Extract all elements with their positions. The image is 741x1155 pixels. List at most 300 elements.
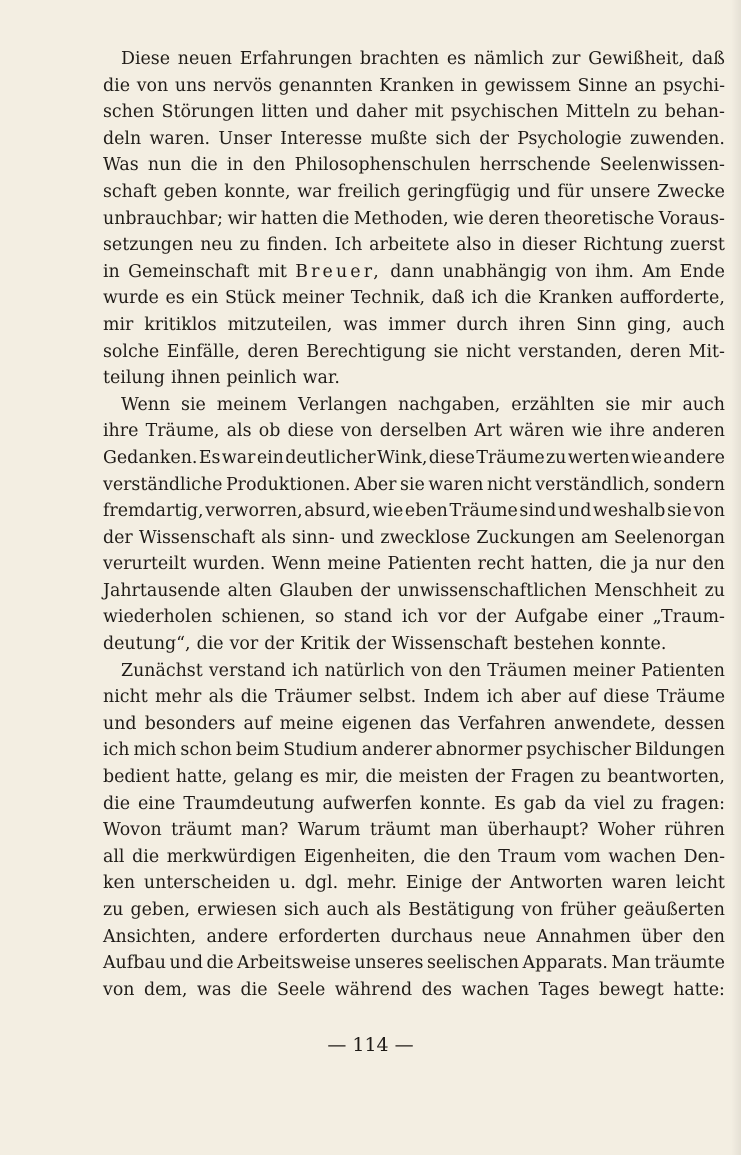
word: seelischen bbox=[427, 953, 519, 974]
word: Bestätigung bbox=[408, 900, 515, 920]
word: daß bbox=[431, 288, 465, 309]
word: sondern bbox=[653, 474, 725, 495]
word: Studium bbox=[283, 740, 358, 761]
word: wären bbox=[509, 421, 565, 442]
word: Woher bbox=[597, 820, 655, 841]
word: deren bbox=[629, 341, 682, 362]
word: mir bbox=[641, 394, 672, 415]
word: zu bbox=[103, 900, 124, 920]
word: und bbox=[340, 527, 375, 548]
word: konnte, bbox=[224, 181, 291, 202]
word: und bbox=[169, 953, 203, 974]
word: kritiklos bbox=[144, 314, 217, 335]
word: hatten, bbox=[530, 554, 594, 575]
text-line bbox=[103, 631, 725, 658]
word: aber bbox=[520, 687, 561, 708]
word: Am bbox=[642, 261, 672, 282]
word: Warum bbox=[297, 820, 361, 841]
word: Traum bbox=[498, 846, 557, 867]
text-line bbox=[103, 737, 725, 764]
word: Sinne bbox=[577, 75, 628, 96]
text-line bbox=[103, 392, 725, 419]
word: geben, bbox=[130, 900, 191, 920]
word: theoretische bbox=[544, 208, 655, 229]
word: unterscheiden bbox=[143, 873, 271, 894]
text-line bbox=[103, 445, 725, 472]
word: es bbox=[299, 767, 319, 788]
word: geäußerten bbox=[623, 900, 725, 920]
word: des bbox=[421, 979, 452, 1000]
word: ken bbox=[103, 873, 136, 894]
word: psychischen bbox=[450, 102, 559, 123]
word: sinn- bbox=[291, 527, 335, 548]
word: ihre bbox=[103, 421, 139, 442]
word: als bbox=[376, 900, 401, 920]
word: Stück bbox=[224, 288, 276, 309]
word: ich bbox=[471, 288, 498, 309]
word: nicht bbox=[103, 687, 148, 708]
word: träumt bbox=[171, 820, 232, 841]
word: Gemeinschaft bbox=[128, 261, 250, 282]
word: schon bbox=[180, 740, 232, 761]
word: gewissem bbox=[484, 75, 571, 96]
word: als bbox=[226, 421, 252, 442]
word: Es bbox=[494, 793, 516, 814]
word: wie bbox=[453, 208, 484, 229]
word: über bbox=[641, 926, 683, 947]
word: deln bbox=[103, 128, 142, 149]
text-line bbox=[103, 950, 725, 977]
word: die bbox=[322, 208, 350, 229]
word: die bbox=[190, 155, 218, 176]
text-line bbox=[103, 472, 725, 499]
word: nachgaben, bbox=[398, 394, 501, 415]
word: an bbox=[634, 75, 656, 96]
word: diese bbox=[287, 421, 334, 442]
word: Technik, bbox=[350, 288, 426, 309]
text-line bbox=[103, 99, 725, 126]
word: und bbox=[103, 713, 137, 734]
word: Zuckungen bbox=[476, 527, 575, 548]
text-line bbox=[103, 897, 725, 924]
word: zu bbox=[546, 447, 567, 468]
word: den bbox=[252, 155, 286, 176]
word: Annahmen bbox=[536, 926, 631, 947]
word: Glauben bbox=[279, 580, 353, 601]
word: Apparats. bbox=[522, 953, 608, 974]
word: zu bbox=[580, 767, 601, 788]
word: von bbox=[555, 261, 587, 282]
word: mehr. bbox=[347, 873, 397, 894]
word: waren. bbox=[149, 128, 211, 149]
word: träumte bbox=[654, 953, 725, 974]
word: Ende bbox=[679, 261, 725, 282]
word: der bbox=[474, 767, 505, 788]
word: neuen bbox=[177, 49, 232, 69]
word: gab bbox=[523, 793, 557, 814]
text-line bbox=[103, 711, 725, 738]
word: wie bbox=[631, 447, 662, 468]
word: nicht bbox=[466, 341, 511, 362]
word: Einige bbox=[405, 873, 463, 894]
word: waren bbox=[428, 474, 484, 495]
word: und bbox=[557, 501, 592, 522]
word: sie bbox=[400, 474, 425, 495]
word: man? bbox=[240, 820, 289, 841]
word: früher bbox=[560, 900, 617, 920]
word: dann bbox=[390, 261, 435, 282]
word: selbst. bbox=[358, 687, 417, 708]
word: zwecklose bbox=[380, 527, 471, 548]
word: was bbox=[196, 979, 232, 1000]
word: besonders bbox=[144, 713, 236, 734]
text-line bbox=[103, 339, 725, 366]
word: Psychologie bbox=[517, 128, 622, 149]
word: ich bbox=[486, 687, 514, 708]
word: wurde bbox=[103, 288, 159, 309]
body-text bbox=[103, 46, 725, 1003]
word: Gedanken. bbox=[103, 447, 198, 468]
paragraph bbox=[103, 658, 725, 1004]
word: Erfahrungen bbox=[239, 49, 353, 69]
word: absurd, bbox=[304, 501, 371, 522]
word: durchaus bbox=[390, 926, 473, 947]
word: Zwecke bbox=[657, 181, 725, 202]
word: stand bbox=[343, 607, 393, 628]
word: die bbox=[103, 793, 130, 814]
word: meiner bbox=[281, 288, 345, 309]
word: für bbox=[557, 181, 584, 202]
text-line bbox=[103, 870, 725, 897]
word: zu bbox=[637, 102, 658, 123]
word: Verlangen bbox=[297, 394, 388, 415]
word: Traumdeutung bbox=[183, 793, 315, 814]
word: freilich bbox=[337, 181, 401, 202]
word: Wenn bbox=[271, 554, 321, 575]
word: in bbox=[460, 75, 478, 96]
text-line bbox=[103, 578, 725, 605]
word: anderer bbox=[361, 740, 432, 761]
word: fremdartig, bbox=[103, 501, 204, 522]
word: unbrauchbar; bbox=[103, 208, 224, 229]
word: Träume bbox=[656, 687, 725, 708]
word: vor bbox=[229, 634, 259, 655]
page-edge-shadow bbox=[731, 0, 741, 1155]
word: die bbox=[196, 634, 224, 655]
word: meisten bbox=[398, 767, 469, 788]
paragraph bbox=[103, 392, 725, 658]
word: der bbox=[103, 527, 133, 548]
word: wie bbox=[372, 501, 404, 522]
word: erwiesen bbox=[197, 900, 277, 920]
word: dgl. bbox=[304, 873, 339, 894]
word: deutung“, bbox=[103, 634, 191, 655]
word: ich bbox=[292, 660, 319, 681]
word: Berechtigung bbox=[306, 341, 427, 362]
word: sie bbox=[181, 394, 206, 415]
word: behan- bbox=[664, 102, 725, 123]
word: ein bbox=[256, 447, 284, 468]
word: träumt bbox=[369, 820, 431, 841]
word: dem, bbox=[143, 979, 188, 1000]
word: genannten bbox=[278, 75, 373, 96]
word: eben bbox=[404, 501, 448, 522]
text-line bbox=[103, 658, 725, 685]
word: auch bbox=[682, 314, 725, 335]
word: Träume bbox=[449, 501, 518, 522]
word: nun bbox=[147, 155, 182, 176]
word: wachen bbox=[461, 979, 530, 1000]
word: Fragen bbox=[510, 767, 575, 788]
word: von bbox=[521, 900, 554, 920]
word: beim bbox=[235, 740, 280, 761]
word: meine bbox=[279, 713, 334, 734]
word: eigenen bbox=[341, 713, 412, 734]
word: die bbox=[599, 554, 627, 575]
word: fragen: bbox=[661, 793, 725, 814]
word: so bbox=[315, 607, 335, 628]
word: Es bbox=[198, 447, 221, 468]
word: diese bbox=[603, 687, 650, 708]
word: natürlich bbox=[324, 660, 405, 681]
word: ihnen bbox=[170, 368, 221, 389]
word: verurteilt bbox=[103, 554, 187, 575]
word: Menschheit bbox=[594, 580, 698, 601]
word: Träume bbox=[476, 447, 545, 468]
word: schaft bbox=[103, 181, 157, 202]
text-line bbox=[103, 791, 725, 818]
word: man bbox=[439, 820, 478, 841]
word: zu bbox=[239, 235, 261, 256]
word: psychischer bbox=[526, 740, 631, 761]
word: Verfahren bbox=[458, 713, 546, 734]
word: war. bbox=[302, 368, 340, 389]
word: Zunächst bbox=[121, 660, 203, 681]
word: als bbox=[208, 687, 234, 708]
word: gelang bbox=[233, 767, 294, 788]
word: sich bbox=[435, 128, 471, 149]
text-line bbox=[103, 844, 725, 871]
word: Man bbox=[611, 953, 651, 974]
word: Interesse bbox=[280, 128, 363, 149]
word: also bbox=[456, 235, 492, 256]
word: auch bbox=[326, 900, 370, 920]
word: diese bbox=[428, 447, 475, 468]
word: vom bbox=[563, 846, 601, 867]
word: Richtung bbox=[583, 235, 664, 256]
word: Diese bbox=[121, 49, 171, 69]
word: es bbox=[446, 49, 467, 69]
word: Den- bbox=[683, 846, 725, 867]
word: von bbox=[410, 660, 443, 681]
word: ihm. bbox=[595, 261, 634, 282]
word: Produktionen. bbox=[225, 474, 351, 495]
word: Träumen bbox=[487, 660, 567, 681]
word: ich bbox=[103, 740, 130, 761]
word: der bbox=[471, 873, 501, 894]
word: war bbox=[221, 447, 256, 468]
word: weshalb bbox=[593, 501, 666, 522]
word: in bbox=[226, 155, 244, 176]
word: da bbox=[564, 793, 586, 814]
word: hatte, bbox=[175, 767, 228, 788]
word: wir bbox=[227, 208, 257, 229]
text-line bbox=[103, 179, 725, 206]
word: Seele bbox=[276, 979, 326, 1000]
word: Art bbox=[474, 421, 502, 442]
text-line bbox=[103, 259, 725, 286]
word: in bbox=[103, 261, 120, 282]
word: sich bbox=[284, 900, 320, 920]
word: Seelenwissen- bbox=[599, 155, 725, 176]
word: daß bbox=[691, 49, 725, 69]
word: den bbox=[448, 660, 482, 681]
word: Störungen bbox=[161, 102, 255, 123]
word: dieser bbox=[521, 235, 577, 256]
word: viel bbox=[593, 793, 626, 814]
word: uns bbox=[174, 75, 207, 96]
word: finden. bbox=[266, 235, 328, 256]
word: die bbox=[206, 953, 234, 974]
word: als bbox=[261, 527, 286, 548]
word: Unser bbox=[218, 128, 272, 149]
word: verständliche bbox=[103, 474, 223, 495]
word: ob bbox=[258, 421, 281, 442]
word: von bbox=[693, 501, 725, 522]
word: was bbox=[343, 314, 378, 335]
text-line bbox=[103, 498, 725, 525]
word: u. bbox=[279, 873, 296, 894]
word: konnte. bbox=[600, 634, 667, 655]
word: den bbox=[692, 554, 725, 575]
word: mit bbox=[257, 261, 287, 282]
word: die bbox=[132, 846, 160, 867]
word: und bbox=[517, 181, 551, 202]
word: peinlich bbox=[226, 368, 297, 389]
word: Seelenorgan bbox=[613, 527, 725, 548]
word: Kranken bbox=[538, 288, 613, 309]
word: Kritik bbox=[299, 634, 350, 655]
word: Wissenschaft bbox=[138, 527, 255, 548]
word: all bbox=[103, 846, 125, 867]
word: ging, bbox=[626, 314, 672, 335]
word: mir bbox=[103, 314, 134, 335]
word: Wovon bbox=[103, 820, 162, 841]
word: Träume, bbox=[145, 421, 220, 442]
word: Ansichten, bbox=[103, 926, 197, 947]
text-line bbox=[103, 684, 725, 711]
word: Jahrtausende bbox=[103, 580, 221, 601]
word: dessen bbox=[664, 713, 725, 734]
word: beantworten, bbox=[607, 767, 725, 788]
text-line bbox=[103, 126, 725, 153]
word: aufwerfen bbox=[322, 793, 412, 814]
word: eine bbox=[137, 793, 176, 814]
word: zuerst bbox=[670, 235, 725, 256]
word: verständlich, bbox=[535, 474, 650, 495]
word: mehr bbox=[154, 687, 202, 708]
word: Wink, bbox=[376, 447, 428, 468]
text-line bbox=[103, 285, 725, 312]
word: von bbox=[103, 979, 135, 1000]
word: waren bbox=[611, 873, 667, 894]
word: war bbox=[297, 181, 331, 202]
word: das bbox=[419, 713, 451, 734]
word: nervös bbox=[212, 75, 272, 96]
word: unabhängig bbox=[442, 261, 547, 282]
word: aufforderte, bbox=[619, 288, 725, 309]
word: Mitteln bbox=[565, 102, 631, 123]
word: andere bbox=[206, 926, 269, 947]
text-line bbox=[103, 551, 725, 578]
word: solche bbox=[103, 341, 160, 362]
text-line bbox=[103, 206, 725, 233]
word: einer bbox=[597, 607, 644, 628]
text-line bbox=[103, 312, 725, 339]
word: immer bbox=[388, 314, 446, 335]
word: mit bbox=[414, 102, 444, 123]
word: Philosophenschulen bbox=[294, 155, 471, 176]
word: Indem bbox=[423, 687, 480, 708]
word: hatten bbox=[260, 208, 318, 229]
word: andere bbox=[663, 447, 725, 468]
word: geringfügig bbox=[407, 181, 511, 202]
word: Kranken bbox=[379, 75, 455, 96]
word: psychi- bbox=[662, 75, 725, 96]
word: und bbox=[315, 102, 349, 123]
word: bestehen bbox=[513, 634, 595, 655]
word: neue bbox=[483, 926, 527, 947]
word: rühren bbox=[664, 820, 725, 841]
word: teilung bbox=[103, 368, 165, 389]
word: auch bbox=[682, 394, 725, 415]
word: der bbox=[475, 607, 506, 628]
word: auf bbox=[567, 687, 596, 708]
word: leicht bbox=[675, 873, 725, 894]
word: mitzuteilen, bbox=[227, 314, 333, 335]
text-line bbox=[103, 46, 725, 73]
text-line bbox=[103, 817, 725, 844]
word: Voraus- bbox=[658, 208, 725, 229]
text-line bbox=[103, 152, 725, 179]
word: wie bbox=[571, 421, 603, 442]
word: herrschende bbox=[479, 155, 591, 176]
word: Was bbox=[103, 155, 139, 176]
word: die bbox=[423, 846, 451, 867]
word: ich bbox=[401, 607, 429, 628]
word: Gewißheit, bbox=[588, 49, 685, 69]
word: Eigenheiten, bbox=[303, 846, 416, 867]
word: vor bbox=[437, 607, 467, 628]
word: abnormer bbox=[435, 740, 523, 761]
word: überhaupt? bbox=[487, 820, 589, 841]
word: daher bbox=[355, 102, 408, 123]
text-line bbox=[103, 764, 725, 791]
word: konnte. bbox=[419, 793, 487, 814]
word: Patienten bbox=[641, 660, 725, 681]
word: den bbox=[458, 846, 491, 867]
word: der bbox=[264, 634, 294, 655]
word: wachen bbox=[608, 846, 677, 867]
word: Wenn bbox=[121, 394, 171, 415]
word: die bbox=[240, 979, 268, 1000]
word: mußte bbox=[370, 128, 428, 149]
word: setzungen bbox=[103, 235, 194, 256]
word: nur bbox=[655, 554, 686, 575]
word: Wissenschaft bbox=[391, 634, 508, 655]
word: ja bbox=[632, 554, 649, 575]
word: alten bbox=[227, 580, 272, 601]
